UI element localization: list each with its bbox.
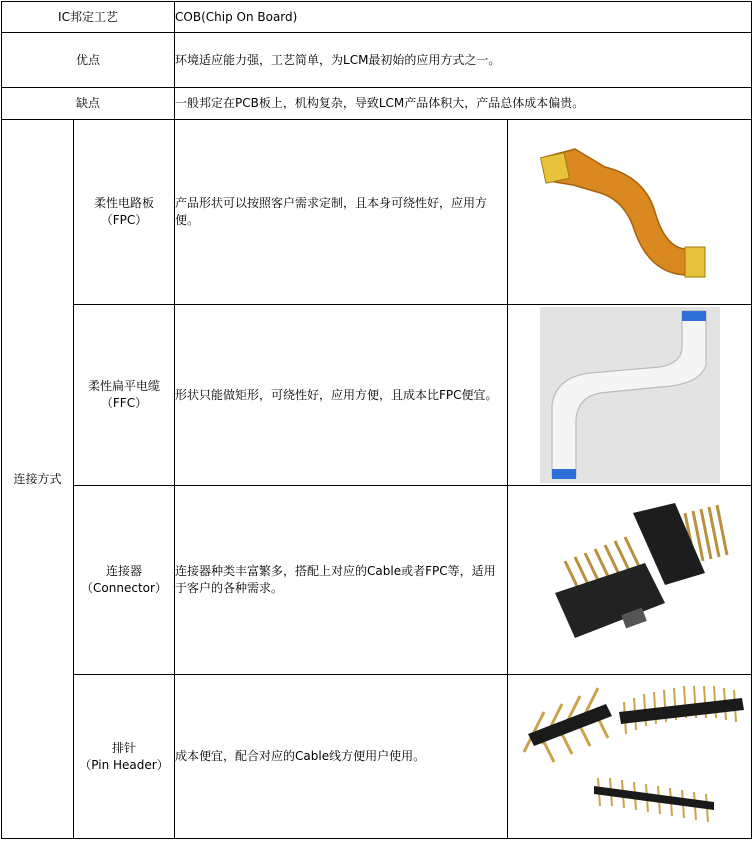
ffc-desc: 形状只能做矩形，可绕性好，应用方便，且成本比FPC便宜。 — [175, 305, 508, 486]
connector-name: 连接器 — [106, 564, 143, 578]
connector-left — [555, 537, 665, 638]
fpc-contacts-top — [540, 153, 569, 183]
pinheader-image — [514, 682, 746, 832]
header-value: COB(Chip On Board) — [175, 2, 752, 33]
connection-label: 连接方式 — [2, 120, 74, 839]
pinheader-name-cell — [74, 675, 175, 839]
ffc-name-cell — [74, 305, 175, 486]
advantages-value: 环境适应能力强，工艺简单，为LCM最初始的应用方式之一。 — [175, 33, 752, 88]
ffc-sub: （FFC） — [100, 396, 148, 410]
ffc-name: 柔性扁平电缆 — [88, 379, 161, 393]
connector-name-cell — [74, 486, 175, 675]
spec-table — [1, 1, 752, 839]
fpc-ribbon — [545, 149, 703, 275]
fpc-name-cell — [74, 120, 175, 305]
ffc-tab-top — [682, 311, 706, 321]
fpc-image — [535, 137, 725, 287]
pinheader-name: 排针 — [112, 740, 137, 755]
pinheader-single-body — [528, 704, 612, 746]
fpc-desc: 产品形状可以按照客户需求定制，且本身可绕性好，应用方便。 — [175, 120, 508, 305]
connector-image-cell — [508, 486, 752, 675]
fpc-image-cell — [508, 120, 752, 305]
connector-desc: 连接器种类丰富繁多，搭配上对应的Cable或者FPC等，适用于客户的各种需求。 — [175, 486, 508, 675]
ffc-tab-bottom — [552, 469, 576, 479]
pinheader-double — [619, 686, 744, 734]
pinheader-desc: 成本便宜，配合对应的Cable线方便用户使用。 — [175, 675, 508, 839]
header-label: IC邦定工艺 — [2, 2, 175, 33]
ffc-image — [540, 307, 720, 483]
pinheader-image-cell — [508, 675, 752, 839]
connector-image — [525, 493, 735, 668]
pinheader-single — [524, 688, 612, 762]
pinheader-sub: （Pin Header） — [79, 757, 169, 772]
fpc-name: 柔性电路板 — [94, 196, 155, 210]
fpc-contacts-bottom — [685, 247, 705, 277]
pinheader-double-body — [619, 698, 744, 724]
advantages-label: 优点 — [2, 33, 175, 88]
fpc-sub: （FPC） — [100, 213, 148, 227]
disadvantages-label: 缺点 — [2, 88, 175, 120]
pinheader-row — [594, 778, 714, 822]
ffc-image-cell — [508, 305, 752, 486]
connector-sub: （Connector） — [81, 581, 167, 595]
disadvantages-value: 一般邦定在PCB板上，机构复杂，导致LCM产品体积大，产品总体成本偏贵。 — [175, 88, 752, 120]
